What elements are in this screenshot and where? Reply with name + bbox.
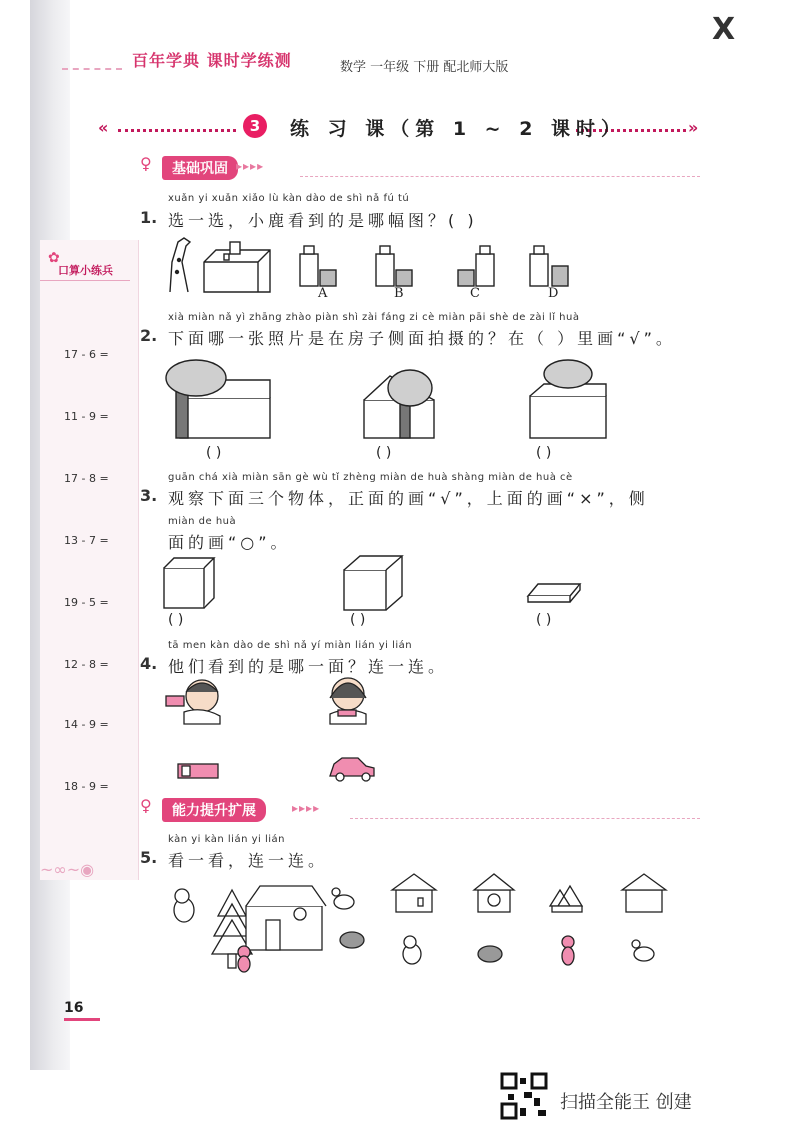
monkey-icon [238, 946, 250, 972]
q3-answer-blank-1[interactable]: ( ) [168, 612, 184, 628]
q3-text-line2: 面的画“○”。 [168, 533, 291, 552]
flower-decoration-icon: ✿ [48, 250, 60, 266]
house-photo-3 [530, 360, 606, 438]
q3-number: 3. [140, 486, 158, 505]
q5-text: 看一看，连一连。 [168, 851, 329, 870]
q4-number: 4. [140, 654, 158, 673]
car-side-view [330, 758, 374, 781]
mental-math-item: 13 - 7 = [64, 534, 109, 547]
q2-pinyin: xià miàn nǎ yì zhāng zhào piàn shì zài fáng zi cè miàn pāi shè de zài lǐ huà [168, 312, 580, 323]
swirl-decoration-icon: ~∞~◉ [40, 860, 95, 879]
section-basic-tag: 基础巩固 [162, 156, 238, 180]
q2-text: 下面哪一张照片是在房子侧面拍摄的？在（ ）里画“√”。 [168, 329, 676, 348]
qr-code-icon [500, 1072, 548, 1120]
boy-figure [166, 680, 220, 724]
section-divider [300, 176, 700, 177]
mental-math-item: 11 - 9 = [64, 410, 109, 423]
sidebar-title-rule [40, 280, 130, 281]
lesson-number-badge: 3 [243, 114, 267, 138]
mental-math-item: 17 - 6 = [64, 348, 109, 361]
house-view-2 [474, 874, 514, 912]
q4-text: 他们看到的是哪一面？连一连。 [168, 657, 449, 676]
q1-pinyin: xuǎn yi xuǎn xiǎo lù kàn dào de shì nǎ fú tú [168, 193, 410, 204]
q1-number: 1. [140, 208, 158, 227]
duck-option-icon [632, 940, 654, 961]
mental-math-item: 17 - 8 = [64, 472, 109, 485]
dog-icon [174, 889, 194, 922]
house-view-3 [550, 886, 582, 912]
q5-number: 5. [140, 848, 158, 867]
mental-math-item: 19 - 5 = [64, 596, 109, 609]
option-b-label: B [394, 286, 404, 301]
section-advanced-tag: 能力提升扩展 [162, 798, 266, 822]
house-photo-1 [166, 360, 270, 438]
q2-answer-blank-1[interactable]: ( ) [206, 445, 222, 461]
house-icon [246, 886, 326, 950]
dog-option-icon [403, 936, 421, 964]
section-divider [350, 818, 700, 819]
title-left-dots [118, 129, 236, 132]
q2-answer-blank-3[interactable]: ( ) [536, 445, 552, 461]
title-left-arrow-icon: « [98, 118, 109, 137]
q3-pinyin: guān chá xià miàn sān gè wù tǐ zhèng miàn de huà shàng miàn de huà cè [168, 472, 573, 483]
q3-objects [160, 556, 620, 616]
q1-options-figures [298, 240, 588, 290]
close-button[interactable]: X [712, 12, 736, 47]
lesson-title: 练 习 课（第 1 ~ 2 课时） [290, 118, 627, 140]
page-number-bar [64, 1018, 100, 1021]
q4-pinyin: tā men kàn dào de shì nǎ yí miàn lián yi lián [168, 640, 413, 651]
q3-answer-blank-3[interactable]: ( ) [536, 612, 552, 628]
mental-math-item: 14 - 9 = [64, 718, 109, 731]
q3-pinyin-line2: miàn de huà [168, 516, 237, 527]
q3-answer-blank-2[interactable]: ( ) [350, 612, 366, 628]
q5-pinyin: kàn yi kàn lián yi lián [168, 834, 285, 845]
turtle-icon [340, 932, 364, 948]
q1-text: 选一选，小鹿看到的是哪幅图？( ) [168, 211, 478, 230]
option-d-label: D [548, 286, 559, 301]
option-c-label: C [470, 286, 480, 301]
girl-mascot-icon: ♀ [140, 796, 152, 815]
section-arrows-icon: ▸▸▸▸ [236, 159, 265, 173]
house-photo-2 [364, 370, 434, 438]
deer-and-box-figure [160, 232, 280, 298]
option-d-figure [530, 246, 568, 286]
option-c-figure [458, 246, 494, 286]
q2-house-photos [160, 356, 620, 446]
scanner-watermark: 扫描全能王 创建 [560, 1092, 692, 1113]
giraffe-icon [170, 238, 190, 292]
monkey-option-icon [562, 936, 574, 965]
cube-small [164, 558, 214, 608]
mental-math-item: 18 - 9 = [64, 780, 109, 793]
q4-figures [160, 676, 390, 786]
section-arrows-icon: ▸▸▸▸ [292, 801, 321, 815]
box-icon [204, 242, 270, 292]
header-decoration [62, 54, 122, 70]
sidebar-title: 口算小练兵 [58, 264, 113, 277]
girl-figure [330, 678, 366, 724]
girl-mascot-icon: ♀ [140, 154, 152, 173]
q2-number: 2. [140, 326, 158, 345]
header-subtitle: 数学 一年级 下册 配北师大版 [340, 60, 509, 75]
page-number: 16 [64, 1000, 84, 1016]
option-b-figure [376, 246, 412, 286]
car-rear-view [178, 764, 218, 778]
option-a-figure [300, 246, 336, 286]
option-a-label: A [318, 286, 328, 301]
house-view-1 [392, 874, 436, 912]
header-brand: 百年学典 课时学练测 [132, 51, 292, 70]
q2-answer-blank-2[interactable]: ( ) [376, 445, 392, 461]
house-view-4 [622, 874, 666, 912]
q5-scene [160, 870, 680, 980]
turtle-option-icon [478, 946, 502, 962]
q3-text: 观察下面三个物体，正面的画“√”，上面的画“×”，侧 [168, 489, 649, 508]
duck-icon [332, 888, 354, 909]
cube-large [344, 556, 402, 610]
title-right-arrow-icon: » [688, 118, 699, 137]
flat-slab [528, 584, 580, 602]
mental-math-item: 12 - 8 = [64, 658, 109, 671]
